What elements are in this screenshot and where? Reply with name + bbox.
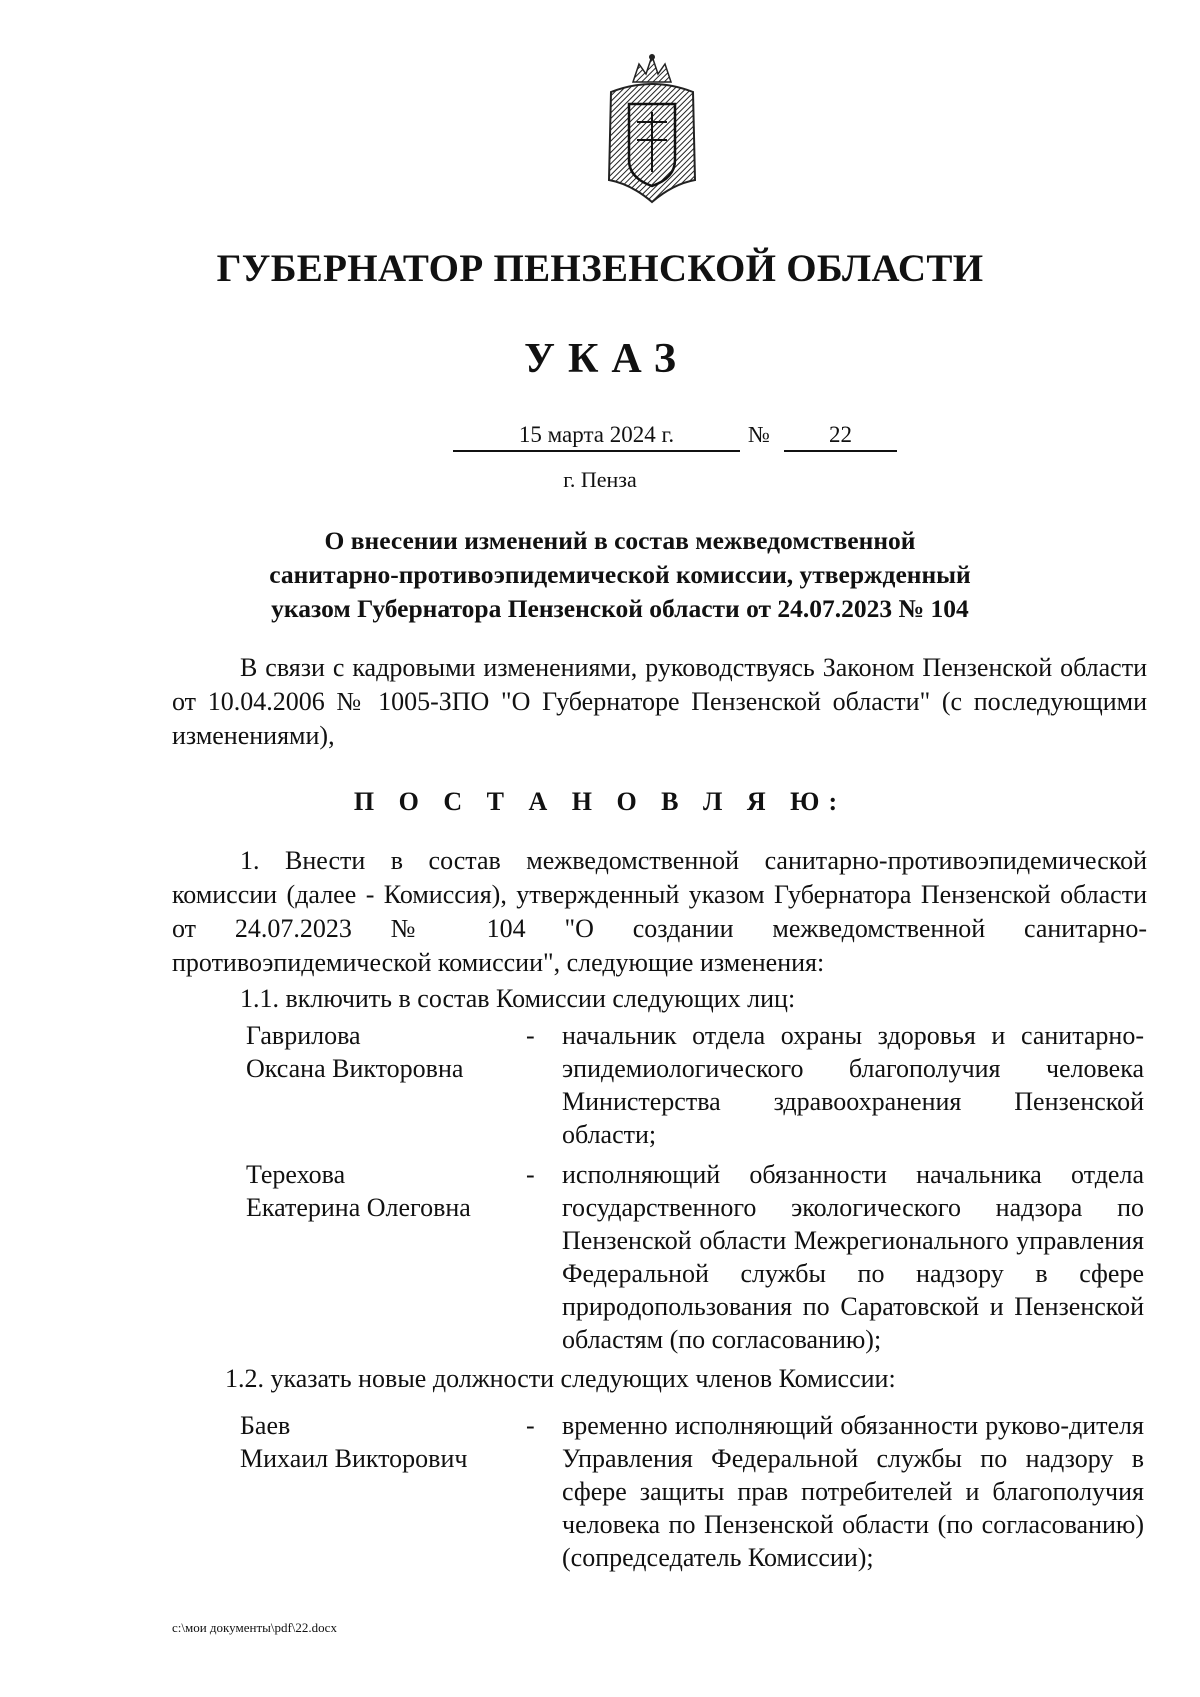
file-path-footer: c:\мои документы\pdf\22.docx: [172, 1620, 337, 1635]
paragraph-1-1: 1.1. включить в состав Комиссии следующих лиц:: [240, 984, 796, 1013]
member-surname: Терехова: [246, 1160, 346, 1189]
number-sign: №: [748, 422, 770, 447]
member-position: временно исполняющий обязанности руково-дителя Управления Федеральной службы по надзору в сфере защиты прав потребителей и благополучия человека по Пензенской области (по согласованию) (сопредседатель Комиссии);: [562, 1411, 1144, 1572]
paragraph-1-2: 1.2. указать новые должности следующих членов Комиссии:: [225, 1364, 896, 1393]
entry-dash: -: [526, 1411, 535, 1440]
decree-word: П О С Т А Н О В Л Я Ю:: [353, 787, 847, 816]
member-given-names: Екатерина Олеговна: [246, 1193, 471, 1222]
member-name: [246, 1019, 506, 1085]
member-surname: Гаврилова: [246, 1021, 361, 1050]
entry-dash: -: [526, 1160, 535, 1189]
coat-of-arms-icon: [603, 52, 701, 204]
document-number: 22: [784, 422, 897, 452]
paragraph-1: 1. Внести в состав межведомственной санитарно-противоэпидемической комиссии (далее - Комиссия), утвержденный указом Губернатора Пензенской области от 24.07.2023 № 104 "О создании межведомственной санитарно-противоэпидемической комиссии", следующие изменения:: [172, 846, 1147, 977]
document-title: [170, 524, 1070, 626]
member-surname: Баев: [240, 1411, 291, 1440]
title-line: указом Губернатора Пензенской области от 24.07.2023 № 104: [271, 594, 969, 623]
member-name: [246, 1158, 506, 1224]
title-line: О внесении изменений в состав межведомственной: [324, 526, 916, 555]
entry-dash: -: [526, 1021, 535, 1050]
member-given-names: Михаил Викторович: [240, 1444, 468, 1473]
title-line: санитарно-противоэпидемической комиссии, утвержденный: [269, 560, 971, 589]
member-name: [240, 1409, 500, 1475]
issuing-authority: ГУБЕРНАТОР ПЕНЗЕНСКОЙ ОБЛАСТИ: [216, 247, 984, 290]
document-type: УКАЗ: [524, 336, 689, 382]
member-position: исполняющий обязанности начальника отдела государственного экологического надзора по Пензенской области Межрегионального управления Федеральной службы по надзору в сфере природопользования по Саратовской и Пензенской областям (по согласованию);: [562, 1160, 1144, 1354]
document-date: 15 марта 2024 г.: [453, 422, 740, 452]
preamble: В связи с кадровыми изменениями, руководствуясь Законом Пензенской области от 10.04.2006 № 1005-ЗПО "О Губернаторе Пензенской области" (с последующими изменениями),: [172, 653, 1147, 750]
city: г. Пенза: [563, 467, 637, 492]
member-position: начальник отдела охраны здоровья и санитарно-эпидемиологического благополучия человека Министерства здравоохранения Пензенской области;: [562, 1021, 1144, 1149]
member-given-names: Оксана Викторовна: [246, 1054, 464, 1083]
